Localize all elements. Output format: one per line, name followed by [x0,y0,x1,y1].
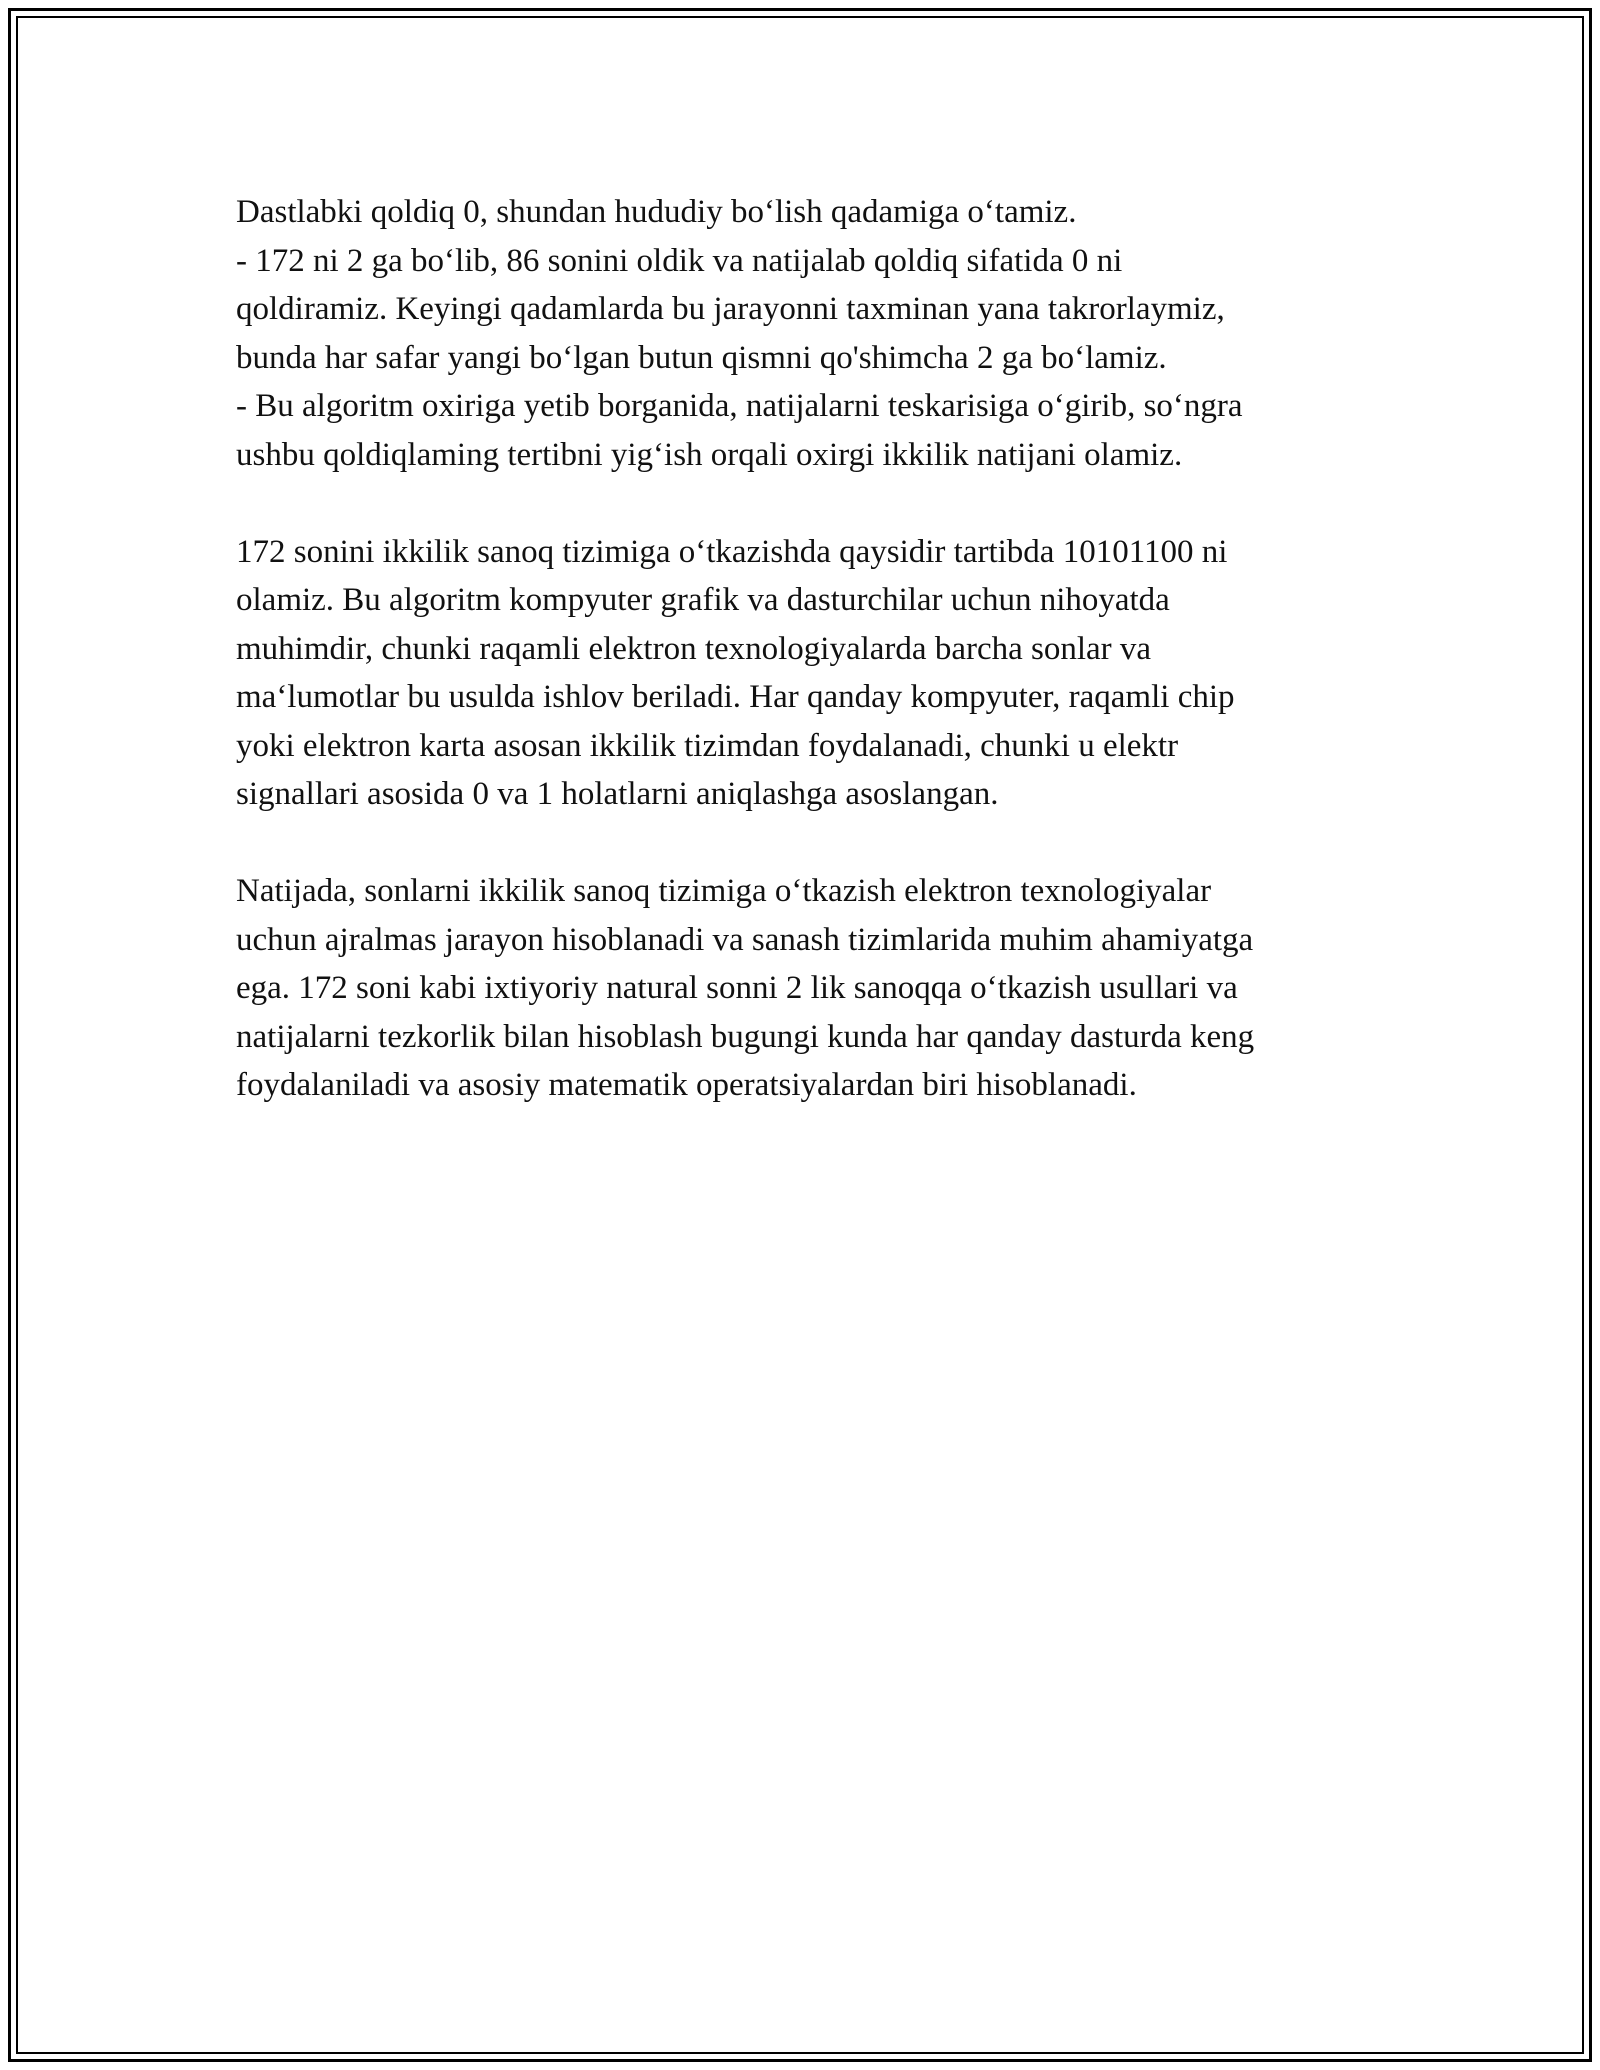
text-line: olamiz. Bu algoritm kompyuter grafik va dasturchilar uchun nihoyatda [236,582,1170,618]
text-line: ushbu qoldiqlaming tertibni yig‘ish orqali oxirgi ikkilik natijani olamiz. [236,436,1183,473]
text-line: - 172 ni 2 ga bo‘lib, 86 sonini oldik va natijalab qoldiq sifatida 0 ni [236,242,1123,279]
text-line: Dastlabki qoldiq 0, shundan hududiy bo‘lish qadamiga o‘tamiz. [236,194,1077,230]
text-line: bunda har safar yangi bo‘lgan butun qismni qo'shimcha 2 ga bo‘lamiz. [236,339,1167,376]
text-line: 172 sonini ikkilik sanoq tizimiga o‘tkazishda qaysidir tartibda 10101100 ni [236,533,1228,570]
paragraph-binary-result [236,528,1376,819]
text-line: signallari asosida 0 va 1 holatlarni aniqlashga asoslangan. [236,776,999,812]
text-line: natijalarni tezkorlik bilan hisoblash bugungi kunda har qanday dasturda keng [236,1018,1255,1055]
text-line: qoldiramiz. Keyingi qadamlarda bu jarayonni taxminan yana takrorlaymiz, [236,291,1225,327]
text-line: muhimdir, chunki raqamli elektron texnologiyalarda barcha sonlar va [236,630,1152,667]
paragraph-conclusion [236,867,1376,1110]
text-line: - Bu algoritm oxiriga yetib borganida, natijalarni teskarisiga o‘girib, so‘ngra [236,388,1243,424]
document-body [236,188,1376,1158]
text-line: ega. 172 soni kabi ixtiyoriy natural sonni 2 lik sanoqqa o‘tkazish usullari va [236,970,1238,1006]
text-line: foydalaniladi va asosiy matematik operatsiyalardan biri hisoblanadi. [236,1067,1137,1103]
text-line: uchun ajralmas jarayon hisoblanadi va sanash tizimlarida muhim ahamiyatga [236,921,1254,958]
text-line: yoki elektron karta asosan ikkilik tizimdan foydalanadi, chunki u elektr [236,727,1179,764]
text-line: ma‘lumotlar bu usulda ishlov beriladi. Har qanday kompyuter, raqamli chip [236,679,1235,715]
text-line: Natijada, sonlarni ikkilik sanoq tizimiga o‘tkazish elektron texnologiyalar [236,873,1212,909]
paragraph-binary-division-steps [236,188,1376,479]
